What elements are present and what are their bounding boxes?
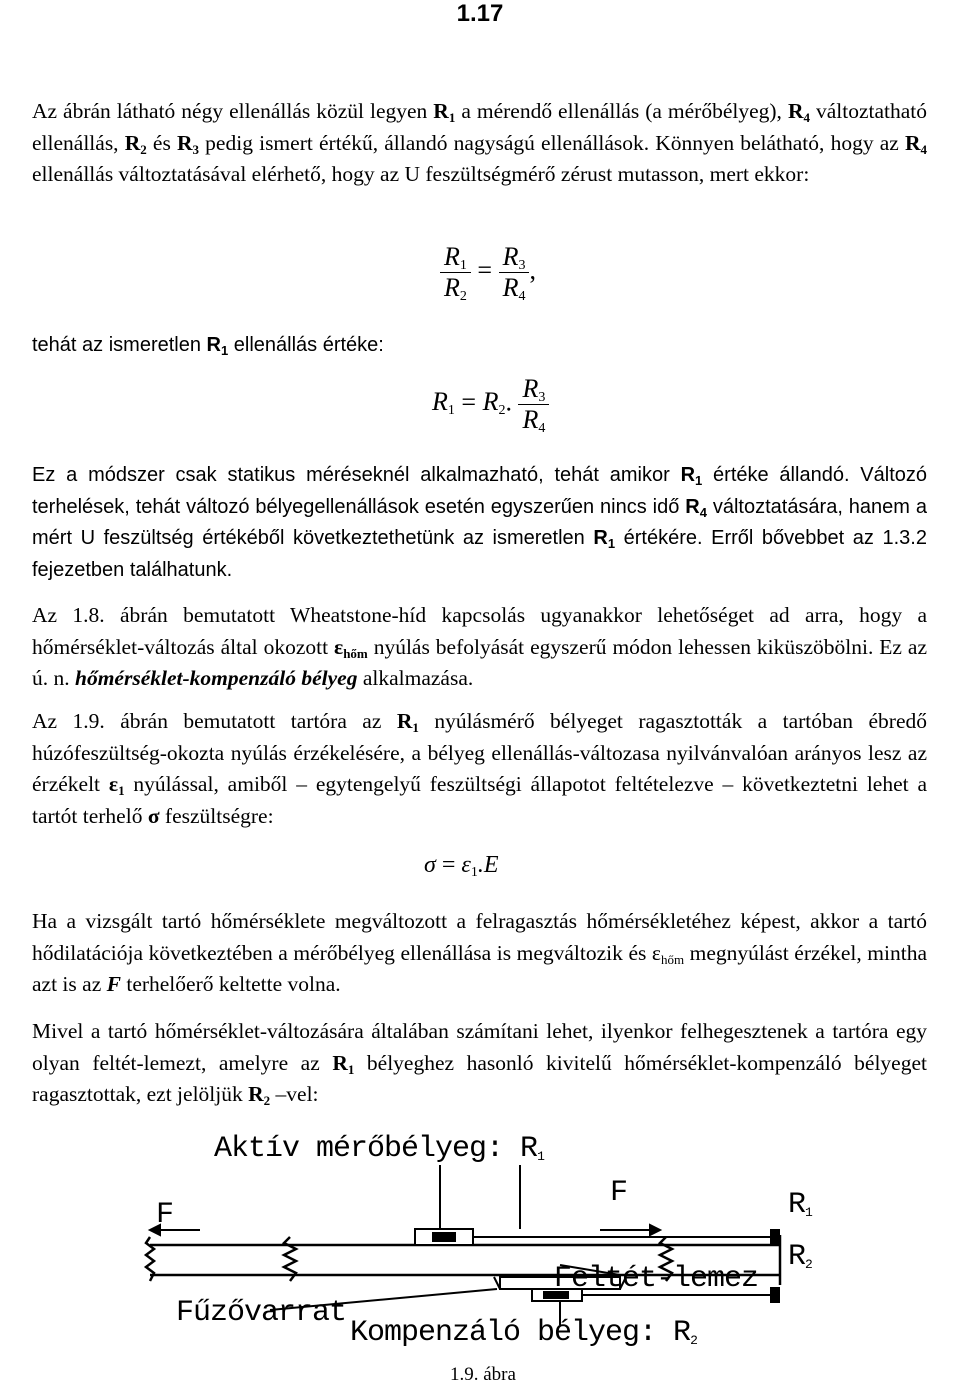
paragraph-wheatstone: Az 1.8. ábrán bemutatott Wheatstone-híd kapcsolás ugyanakkor lehetőséget ad arra, hogy a hőmérséklet-változás által okozott $\varepsilon_{hőm}$ nyúlás befolyását egyszerű módon lehessen kiküszöbölni. Ez az ú. n. hőmérséklet-kompenzáló bélyeg alkalmazása. [32, 603, 927, 690]
equation-stress: $\sigma = \varepsilon_1.E$ [424, 852, 499, 880]
paragraph-thermal: Ha a vizsgált tartó hőmérséklete megváltozott a felragasztás hőmérsékletéhez képest, akkor a tartó hődilatációja következtében a mérőbélyeg ellenállása is megváltozik és $\varepsilon_{hőm}$ megnyúlást érzékel, mintha azt is az F terhelőerő keltette volna. [32, 909, 927, 996]
figure-caption: 1.9. ábra [450, 1364, 516, 1385]
equation-unknown-resistance: $R_1 = R_2$. $\frac{R_3}{R_4}$ [432, 374, 549, 435]
label-r2: $R_2$ [788, 1240, 812, 1274]
equation-bridge-balance: $\frac{R_1}{R_2}$ = $\frac{R_3}{R_4}$ , [440, 242, 536, 303]
paragraph-beam: Az 1.9. ábrán bemutatott tartóra az $R_1$ nyúlásmérő bélyeget ragasztották a tartóban ébredő húzófeszültség-okozta nyúlás érzékelésére, a bélyeg ellenállás-változasa nyilvánvalóan arányos lesz az érzékelt $\varepsilon_1$ nyúlással, amiből – egytengelyű feszültségi állapotot feltételezve – következtetni lehet a tartót terhelő σ feszültségre: [32, 709, 927, 828]
paragraph-static-method: Ez a módszer csak statikus méréseknél alkalmazható, tehát amikor $R_1$ értéke állandó. Változó terhelések, tehát változó bélyegellenállások esetén egyszerűen nincs idő $R_4$ változtatására, hanem a mért U feszültség értékéből következtethetünk az ismeretlen $R_1$ értékére. Erről bővebbet az 1.3.2 fejezetben találhatunk. [32, 464, 928, 581]
label-r1: $R_1$ [788, 1188, 812, 1222]
terminals [770, 1229, 780, 1303]
label-plate: Feltét-lemez [554, 1262, 759, 1296]
label-active-gauge: Aktív mérőbélyeg: $R_1$ [214, 1132, 544, 1166]
label-force-left: F [156, 1198, 174, 1232]
paragraph-intro: Az ábrán látható négy ellenállás közül legyen $R_1$ a mérendő ellenállás (a mérőbélyeg), $R_4$ változtatható ellenállás, $R_2$ és $R_3$ pedig ismert értékű, állandó nagyságú ellenállások. Könnyen belátható, hogy az $R_4$ ellenállás változtatásával elérhető, hogy az U feszültségmérő zérust mutasson, mert ekkor: [32, 99, 927, 186]
force-arrows [150, 1225, 660, 1235]
label-compensation-gauge: Kompenzáló bélyeg: $R_2$ [350, 1316, 697, 1350]
label-force-right: F [610, 1176, 628, 1210]
section-number: 1.17 [456, 0, 504, 27]
active-gauge-r1 [415, 1165, 770, 1245]
label-weld: Fűzővarrat [176, 1296, 347, 1330]
paragraph-unknown-intro: tehát az ismeretlen $R_1$ ellenállás értéke: [32, 334, 384, 358]
paragraph-compensation: Mivel a tartó hőmérséklet-változására általában számítani lehet, ilyenkor felhegesztenek a tartóra egy olyan feltét-lemezt, amelyre az $R_1$ bélyeghez hasonló kivitelű hőmérséklet-kompenzáló bélyeget ragasztottak, ezt jelöljük $R_2$ –vel: [32, 1019, 927, 1108]
